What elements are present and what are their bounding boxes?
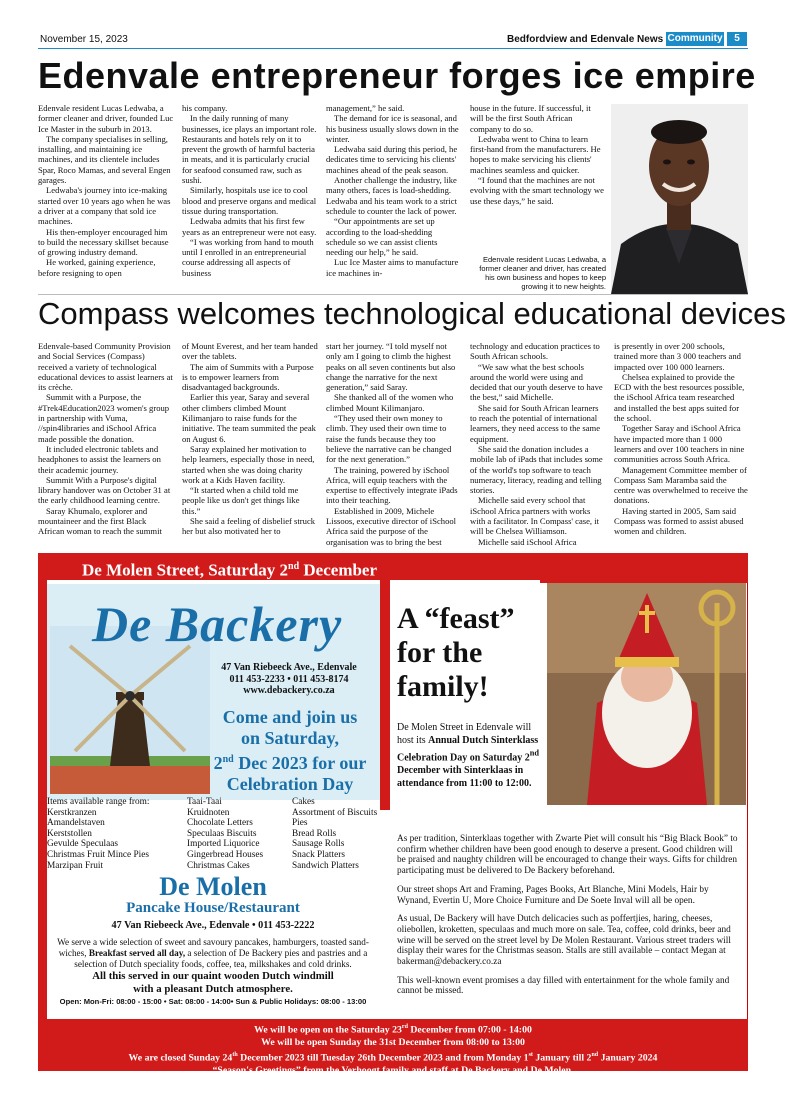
feast-headline: A “feast” for the family! [397,602,515,703]
article1-headline: Edenvale entrepreneur forges ice empire [38,55,756,96]
de-molen-address: 47 Van Riebeeck Ave., Edenvale • 011 453-2222 [111,920,315,931]
section-divider [38,294,748,295]
paragraph: “We saw what the best schools around the world were using and decided that our youth deserve to have the best,” said Michelle. [470,361,603,403]
paragraph: She said a feeling of disbelief struck her but also motivated her to [182,516,316,537]
paragraph: Having started in 2005, Sam said Compass was formed to assist abused women and children. [614,505,744,537]
paragraph: Similarly, hospitals use ice to cool blood and preserve organs and medical tissue during transportation. [182,185,317,216]
issue-date: November 15, 2023 [40,34,128,45]
article1-col2 [182,103,318,291]
sinterklaas-photo [547,583,746,805]
paragraph: She said for South African learners to reach the potential of international learners, they need access to the same equipment. [470,402,601,444]
paragraph: It included electronic tablets and headphones to assist the learners on their academic journey. [38,443,161,475]
article2-col1 [38,341,174,539]
paragraph: Edenvale resident Lucas Ledwaba, a former cleaner and driver, founded Luc Ice Master in the suburb in 2013. [38,103,174,134]
de-molen-hours: Open: Mon-Fri: 08:00 - 15:00 • Sat: 08:00 - 14:00• Sun & Public Holidays: 08:00 - 13:00 [59,997,367,1006]
publication-name: Bedfordview and Edenvale News [507,34,664,45]
de-molen-subtitle: Pancake House/Restaurant [126,900,300,916]
ad-red-edge [38,580,47,1020]
backery-address: 47 Van Riebeeck Ave., Edenvale [221,662,357,673]
paragraph: Ledwaba's journey into ice-making started over 10 years ago when he was a driver at a company that sold ice machines. [38,185,171,227]
items-list-1 [47,797,187,871]
paragraph: Ledwaba said during this period, he dedicates time to servicing his clients' machines ahead of the peak season. [326,144,458,175]
paragraph: house in the future. If successful, it will be the first South African company to do so. [470,103,591,134]
paragraph: Edenvale-based Community Provision and Social Services (Compass) received a variety of technological educational devices to assist learners at its crèche. [38,341,173,393]
list-item: Amandelstaven [47,818,105,829]
paragraph: Another challenge the industry, like many others, faces is load-shedding. Ledwaba and his team work to a strict schedule to counter the lack of power. [326,175,458,216]
paragraph: “It started when a child told me people like us don't get things like this.” [182,485,300,516]
list-item: Cakes [292,797,315,807]
paragraph: He worked, gaining experience, before resigning to open [38,257,156,278]
list-item: Bread Rolls [292,828,337,839]
backery-website[interactable]: www.debackery.co.za [243,685,335,696]
list-item: Taai-Taai [187,797,222,807]
list-item: Assortment of Biscuits [292,807,378,818]
join-us-text: Come and join us on Saturday, 2nd Dec 2023 for our Celebration Day [213,707,367,794]
backery-phone: 011 453-2233 • 011 453-8174 [229,673,349,685]
paragraph: “Our appointments are set up according to the load-shedding schedule so we can assist clients needing our help,” he said. [326,216,438,258]
paragraph: Luc Ice Master aims to manufacture ice machines in- [326,257,459,278]
paragraph: The demand for ice is seasonal, and his business usually slows down in the winter. [326,113,459,144]
article2-col3 [326,341,462,547]
paragraph: is presently in over 200 schools, trained more than 3 000 teachers and impacted over 100 000 learners. [614,341,741,372]
list-item: Kruidnoten [187,807,230,818]
header-rule [38,48,748,49]
paragraph: of Mount Everest, and her team handed over the tablets. [182,341,318,362]
paragraph: start her journey. “I told myself not only am I going to climb the highest peaks on all seven continents but also change the narrative for the next generation,” said Saray. [326,341,456,393]
paragraph: Summit with a Purpose, the #Trek4Education2023 women's group in partnership with Vuma, //spin4libraries and iSchool Africa made possible the donation. [38,392,170,444]
list-item: Marzipan Fruit [47,860,104,871]
paragraph: In the daily running of many businesses, ice plays an important role. Restaurants and hotels rely on it to prevent the growth of harmful bacteria in meats, and it is particularly crucial for seafood consumed raw, such as sushi. [182,113,317,186]
paragraph: Michelle said every school that iSchool Africa partners with works with a facilitator. In Compass' case, it will be Chelsea Williamson. [470,495,599,537]
list-item: Snack Platters [292,849,345,860]
event-details: As per tradition, Sinterklaas together with Zwarte Piet will consult his “Big Black Book” to confirm whether children have been good enough to deserve a present. Good children will be praised and naughty children will be encouraged to change their ways. Gifts for children participating must be delivered to De Backery beforehand. Our street shops Art and Framing, Pages Books, Art Blanche, Mini Models, Hair by Wynand, Evertin U, More Choice Furniture and De Soete Inval will all be open. As usual, De Backery will have Dutch delicacies such as poffertjies, haring, cheeses, oliebollen, kroketten, speculaas and much more on sale. Tea, coffee, cold drinks, beer and wine will be served on the street level by De Molen Restaurant. Various street traders will display their wares for the Christmas season. Stalls are still available – contact Megan at bakerman@debackery.co.za This well-known event promises a day filled with entertainment for the whole family and cannot be missed. [397,834,738,997]
paragraph: Summit With a Purpose's digital library handover was on October 31 at the early childhood learning centre. [38,474,171,506]
list-item: Imported Liquorice [187,839,260,850]
list-item: Kerststollen [47,828,92,839]
list-item: Speculaas Biscuits [187,828,257,839]
paragraph: His then-employer encouraged him to build the necessary skillset because of growing industry demand. [38,226,169,258]
list-item: Gingerbread Houses [187,849,264,860]
photo-caption: Edenvale resident Lucas Ledwaba, a former cleaner and driver, has created his own business and hopes to keep growing it to new heights. [479,255,606,291]
paragraph: Saray explained her motivation to help learners, especially those in need, started when she was doing charity work at a Kids Haven facility. [182,443,315,485]
list-item: Sausage Rolls [292,839,345,850]
list-item: Pies [292,818,308,829]
article1-col4 [470,103,606,208]
paragraph: Saray Khumalo, explorer and mountaineer and the first Black African woman to reach the summit [38,505,162,537]
paragraph: Ledwaba went to China to learn first-hand from the manufacturers. He hopes to make servicing his clients' machines seamless and quicker. [470,133,601,175]
list-item: Gevulde Speculaas [47,839,118,850]
paragraph: The company specialises in selling, installing, and maintaining ice machines, and its clientele includes Spar, Roco Mamas, and several Engen garages. [38,133,171,186]
ad-red-divider [380,580,390,810]
section-badge: Community [667,33,723,44]
article1-col1 [38,103,174,291]
paragraph: Together Saray and iSchool Africa have impacted more than 1 000 learners and over 100 teachers in nine communities across South Africa. [614,423,745,465]
list-item: Chocolate Letters [187,818,253,829]
de-backery-logo: De Backery [92,596,343,652]
page-number: 5 [727,32,747,46]
backery-contact [200,662,378,697]
paragraph: “I found that the machines are not evolving with the smart technology we use these days,” he said. [470,175,604,206]
list-item: Christmas Cakes [187,860,250,871]
list-item: Kerstkranzen [47,807,97,818]
paragraph: Earlier this year, Saray and several other climbers climbed Mount Kilimanjaro to raise funds for the initiative. The team summited the peak on August 6. [182,392,316,444]
article2-col4 [470,341,606,547]
de-molen-title: De Molen [159,872,267,901]
paragraph: Chelsea explained to provide the ECD with the best resources possible, the iSchool Africa team researched and installed the best apps suited for the school. [614,371,745,424]
paragraph: his company. [182,103,228,113]
paragraph: Ledwaba admits that his first few years as an entrepreneur were not easy. [182,216,317,237]
paragraph: management,” he said. [326,103,405,113]
paragraph: She said the donation includes a mobile lab of iPads that includes some of the world's top software to teach numeracy, literacy, reading and telling stories. [470,443,603,496]
ad-footer-banner: We will be open on the Saturday 23rd December from 07:00 - 14:00 We will be open Sunday the 31st December from 08:00 to 13:00 We are closed Sunday 24th December 2023 till Tuesday 26th December 2023 and from Monday 1st January till 2nd January 2024 “Season's Greetings” from the Verhoogt family and staff at De Backery and De Molen. [38,1019,748,1071]
de-molen-description: We serve a wide selection of sweet and savoury pancakes, hamburgers, toasted sand-wiches, Breakfast served all day, a selection of De Backery pies and pastries and a selection of Dutch speciality foods, coffee, tea, milkshakes and cold drinks. [57,937,369,969]
list-item: Sandwich Platters [292,860,359,871]
paragraph: technology and education practices to South African schools. [470,341,600,362]
portrait-photo [611,104,748,294]
article2-col5 [614,341,748,539]
items-label: Items available range from: [47,797,150,807]
paragraph: Management Committee member of Compass Sam Maramba said the centre was overwhelmed to receive the donations. [614,464,748,506]
paragraph: “They used their own money to climb. They used their own time to raise the funds because they too believe the narrative can be changed for the next generation.” [326,413,452,465]
feast-intro: De Molen Street in Edenvale will host its Annual Dutch Sinterklass Celebration Day on Saturday 2nd December with Sinterklaas in attendance from 11:00 to 12:00. [397,722,540,789]
items-list-3 [292,797,392,871]
paragraph: The training, powered by iSchool Africa, will equip teachers with the expertise to effectively integrate iPads into their teaching. [326,464,458,506]
article1-col3 [326,103,462,291]
items-list-2 [187,797,297,871]
article2-headline: Compass welcomes technological educational devices [38,296,786,331]
paragraph: “I was working from hand to mouth until I enrolled in an entrepreneurial course addressing all aspects of business [182,236,314,278]
paragraph: Michelle said iSchool Africa [478,536,577,547]
paragraph: Established in 2009, Michele Lissoos, executive director of iSchool Africa said the purpose of the organisation was to bring the best [326,505,457,547]
ad-banner: De Molen Street, Saturday 2nd December [38,553,540,580]
de-molen-atmosphere: All this served in our quaint wooden Dutch windmill with a pleasant Dutch atmosphere. [92,970,334,995]
article2-col2 [182,341,318,539]
paragraph: She thanked all of the women who climbed Mount Kilimanjaro. [326,392,454,413]
ad-red-band [540,553,748,583]
list-item: Christmas Fruit Mince Pies [47,849,150,860]
paragraph: The aim of Summits with a Purpose is to empower learners from disadvantaged backgrounds. [182,361,314,393]
